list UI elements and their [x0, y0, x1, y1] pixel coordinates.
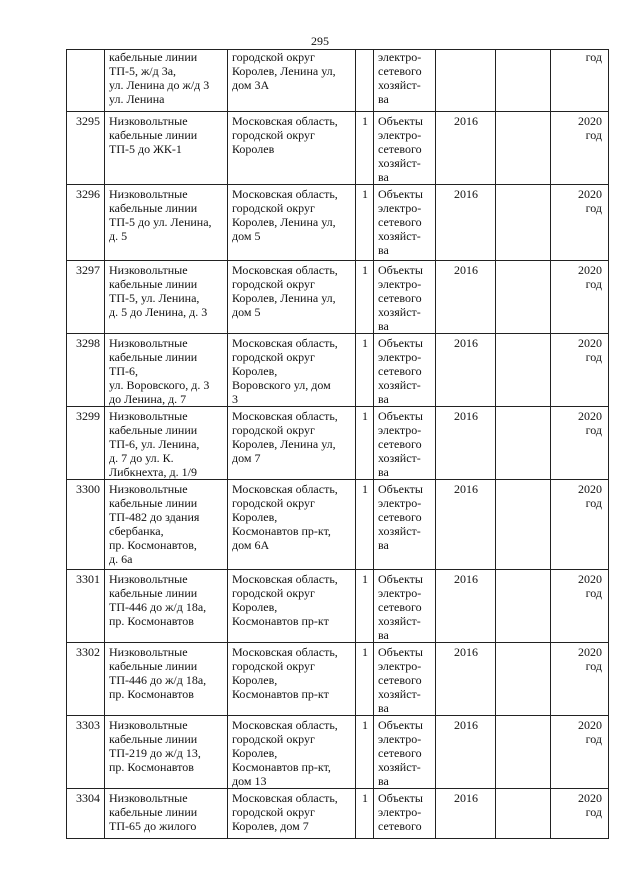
table-row — [67, 789, 609, 839]
cell-address: городской округ Королев, Ленина ул, дом 3А — [228, 50, 356, 112]
cell-type: Объекты электро- сетевого хозяйст- ва — [374, 334, 436, 407]
cell-number: 3300 — [67, 480, 105, 570]
cell-quantity: 1 — [356, 643, 374, 716]
cell-quantity: 1 — [356, 789, 374, 839]
cell-quantity: 1 — [356, 480, 374, 570]
cell-number: 3299 — [67, 407, 105, 480]
table-row — [67, 112, 609, 185]
table-row — [67, 480, 609, 570]
table-row — [67, 407, 609, 480]
cell-name: Низковольтные кабельные линии ТП-6, ул. Воровского, д. 3 до Ленина, д. 7 — [105, 334, 228, 407]
table-row — [67, 716, 609, 789]
cell-address: Московская область, городской округ Королев, Космонавтов пр-кт, дом 13 — [228, 716, 356, 789]
cell-term: 2020 год — [551, 407, 609, 480]
cell-term: год — [551, 50, 609, 112]
cell-quantity: 1 — [356, 716, 374, 789]
cell-number: 3295 — [67, 112, 105, 185]
cell-term: 2020 год — [551, 261, 609, 334]
cell-year: 2016 — [436, 480, 496, 570]
cell-number: 3296 — [67, 185, 105, 261]
cell-type: электро- сетевого хозяйст- ва — [374, 50, 436, 112]
cell-term: 2020 год — [551, 789, 609, 839]
cell-type: Объекты электро- сетевого хозяйст- ва — [374, 185, 436, 261]
cell-type: Объекты электро- сетевого — [374, 789, 436, 839]
cell-year: 2016 — [436, 334, 496, 407]
cell-empty — [496, 789, 551, 839]
cell-address: Московская область, городской округ Королев, Космонавтов пр-кт — [228, 570, 356, 643]
cell-empty — [496, 112, 551, 185]
table-row — [67, 334, 609, 407]
table-row — [67, 261, 609, 334]
cell-quantity: 1 — [356, 407, 374, 480]
cell-empty — [496, 480, 551, 570]
cell-address: Московская область, городской округ Королев, Воровского ул, дом 3 — [228, 334, 356, 407]
cell-quantity: 1 — [356, 112, 374, 185]
assets-table — [66, 49, 609, 839]
cell-year: 2016 — [436, 789, 496, 839]
table-row — [67, 185, 609, 261]
cell-address: Московская область, городской округ Королев, дом 7 — [228, 789, 356, 839]
cell-number: 3298 — [67, 334, 105, 407]
cell-name: Низковольтные кабельные линии ТП-482 до здания сбербанка, пр. Космонавтов, д. 6а — [105, 480, 228, 570]
cell-name: кабельные линии ТП-5, ж/д 3а, ул. Ленина до ж/д 3 ул. Ленина — [105, 50, 228, 112]
cell-address: Московская область, городской округ Королев, Ленина ул, дом 5 — [228, 185, 356, 261]
cell-type: Объекты электро- сетевого хозяйст- ва — [374, 261, 436, 334]
cell-year: 2016 — [436, 185, 496, 261]
cell-address: Московская область, городской округ Королев, Ленина ул, дом 7 — [228, 407, 356, 480]
cell-year — [436, 50, 496, 112]
cell-number: 3302 — [67, 643, 105, 716]
cell-quantity: 1 — [356, 261, 374, 334]
cell-term: 2020 год — [551, 570, 609, 643]
cell-type: Объекты электро- сетевого хозяйст- ва — [374, 570, 436, 643]
cell-empty — [496, 261, 551, 334]
cell-type: Объекты электро- сетевого хозяйст- ва — [374, 480, 436, 570]
cell-term: 2020 год — [551, 112, 609, 185]
cell-empty — [496, 50, 551, 112]
cell-number: 3301 — [67, 570, 105, 643]
cell-empty — [496, 643, 551, 716]
cell-number: 3303 — [67, 716, 105, 789]
cell-type: Объекты электро- сетевого хозяйст- ва — [374, 112, 436, 185]
page-number: 295 — [311, 34, 329, 48]
cell-name: Низковольтные кабельные линии ТП-5 до ЖК-1 — [105, 112, 228, 185]
cell-year: 2016 — [436, 570, 496, 643]
cell-number: 3297 — [67, 261, 105, 334]
cell-quantity: 1 — [356, 334, 374, 407]
cell-empty — [496, 407, 551, 480]
cell-quantity: 1 — [356, 570, 374, 643]
cell-year: 2016 — [436, 112, 496, 185]
cell-address: Московская область, городской округ Королев — [228, 112, 356, 185]
cell-year: 2016 — [436, 261, 496, 334]
cell-name: Низковольтные кабельные линии ТП-5, ул. Ленина, д. 5 до Ленина, д. 3 — [105, 261, 228, 334]
cell-empty — [496, 716, 551, 789]
table-row — [67, 570, 609, 643]
cell-year: 2016 — [436, 407, 496, 480]
cell-empty — [496, 334, 551, 407]
cell-address: Московская область, городской округ Королев, Космонавтов пр-кт, дом 6А — [228, 480, 356, 570]
cell-name: Низковольтные кабельные линии ТП-65 до жилого — [105, 789, 228, 839]
cell-name: Низковольтные кабельные линии ТП-5 до ул. Ленина, д. 5 — [105, 185, 228, 261]
cell-term: 2020 год — [551, 480, 609, 570]
cell-quantity: 1 — [356, 185, 374, 261]
cell-name: Низковольтные кабельные линии ТП-446 до ж/д 18а, пр. Космонавтов — [105, 643, 228, 716]
cell-term: 2020 год — [551, 643, 609, 716]
cell-number: 3304 — [67, 789, 105, 839]
cell-number — [67, 50, 105, 112]
cell-quantity — [356, 50, 374, 112]
cell-name: Низковольтные кабельные линии ТП-219 до ж/д 13, пр. Космонавтов — [105, 716, 228, 789]
cell-name: Низковольтные кабельные линии ТП-6, ул. Ленина, д. 7 до ул. К. Либкнехта, д. 1/9 — [105, 407, 228, 480]
cell-type: Объекты электро- сетевого хозяйст- ва — [374, 643, 436, 716]
cell-name: Низковольтные кабельные линии ТП-446 до ж/д 18а, пр. Космонавтов — [105, 570, 228, 643]
cell-term: 2020 год — [551, 334, 609, 407]
cell-empty — [496, 570, 551, 643]
cell-term: 2020 год — [551, 716, 609, 789]
cell-address: Московская область, городской округ Королев, Ленина ул, дом 5 — [228, 261, 356, 334]
table-row-continued — [67, 50, 609, 112]
cell-year: 2016 — [436, 716, 496, 789]
cell-term: 2020 год — [551, 185, 609, 261]
cell-empty — [496, 185, 551, 261]
table-row — [67, 643, 609, 716]
cell-type: Объекты электро- сетевого хозяйст- ва — [374, 716, 436, 789]
cell-address: Московская область, городской округ Королев, Космонавтов пр-кт — [228, 643, 356, 716]
cell-type: Объекты электро- сетевого хозяйст- ва — [374, 407, 436, 480]
cell-year: 2016 — [436, 643, 496, 716]
